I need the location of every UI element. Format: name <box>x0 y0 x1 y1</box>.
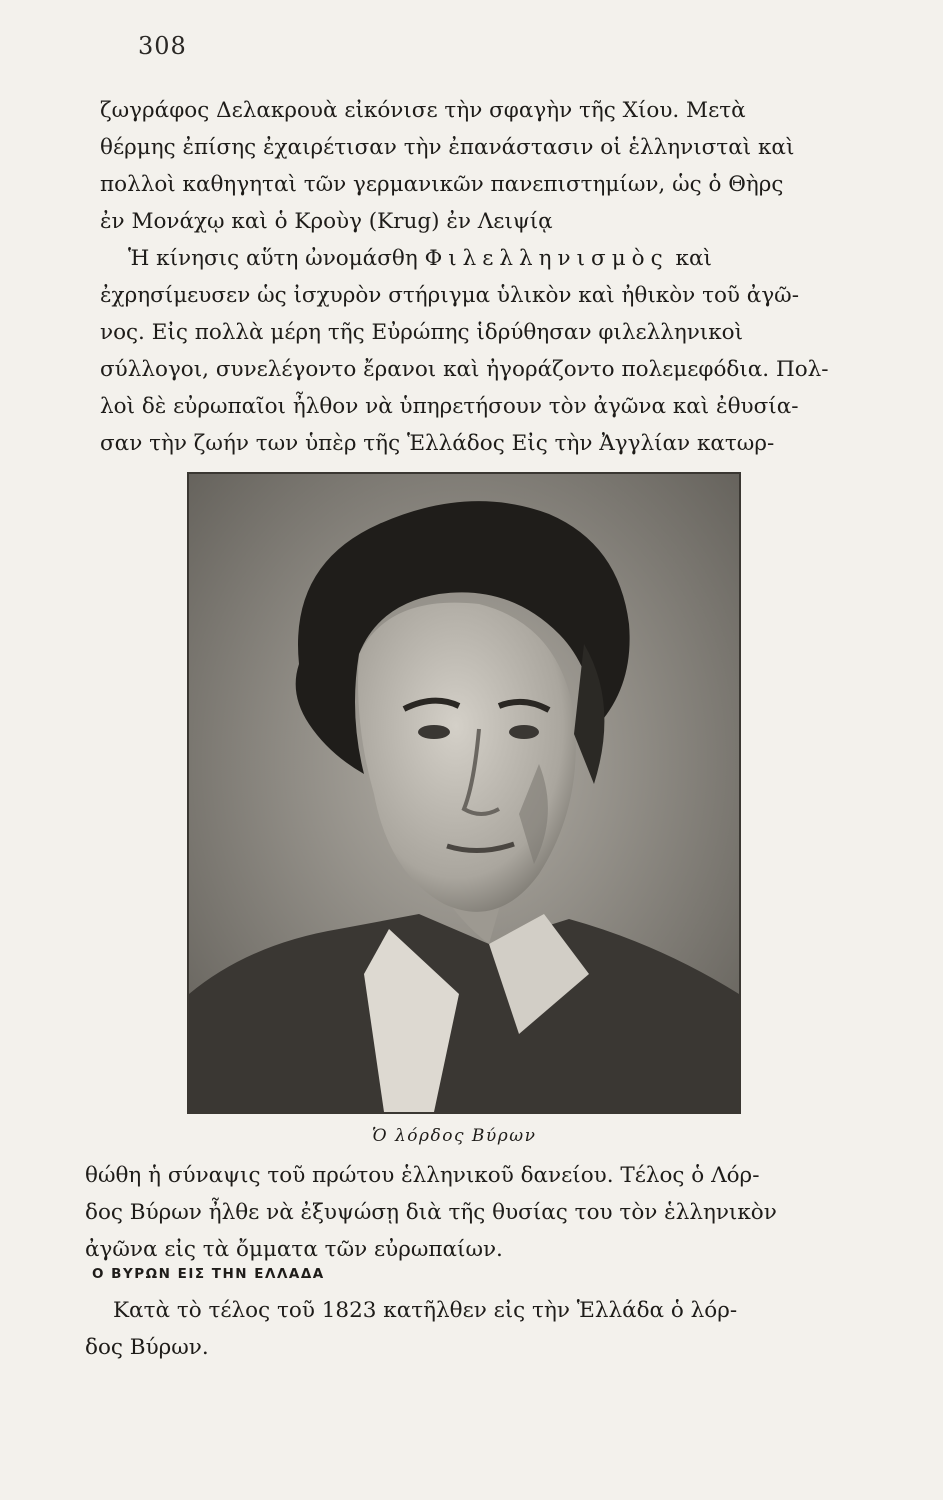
continuation-paragraph <box>85 1158 845 1269</box>
text-line: ἐν Μονάχῳ καὶ ὁ Κροὺγ (Krug) ἐν Λειψίᾳ <box>100 209 553 234</box>
text-line: δος Βύρων ἦλθε νὰ ἐξυψώσῃ διὰ τῆς θυσίας του τὸν ἑλληνικὸν <box>85 1200 777 1225</box>
text-line: θώθη ἡ σύναψις τοῦ πρώτου ἑλληνικοῦ δανείου. Τέλος ὁ Λόρ- <box>85 1163 760 1188</box>
movement-line-end: καὶ <box>675 246 712 271</box>
portrait-illustration <box>189 474 739 1112</box>
text-line: νος. Εἰς πολλὰ μέρη τῆς Εὐρώπης ἱδρύθησαν φιλελληνικοὶ <box>100 320 744 345</box>
section-heading: Ο ΒΥΡΩΝ ΕΙΣ ΤΗΝ ΕΛΛΑΔΑ <box>92 1266 325 1282</box>
text-line: σαν τὴν ζωήν των ὑπὲρ τῆς Ἑλλάδος Εἰς τὴν Ἀγγλίαν κατωρ- <box>100 431 775 456</box>
body-paragraph <box>100 92 845 462</box>
text-line: λοὶ δὲ εὐρωπαῖοι ἦλθον νὰ ὑπηρετήσουν τὸν ἀγῶνα καὶ ἐθυσία- <box>100 394 799 419</box>
philhellenism-term: Φιλελληνισμὸς <box>424 246 669 271</box>
text-line: δος Βύρων. <box>85 1335 209 1360</box>
text-line: πολλοὶ καθηγηταὶ τῶν γερμανικῶν πανεπιστημίων, ὡς ὁ Θὴρς <box>100 172 784 197</box>
text-line: ἐχρησίμευσεν ὡς ἰσχυρὸν στήριγμα ὑλικὸν καὶ ἠθικὸν τοῦ ἀγῶ- <box>100 283 799 308</box>
text-line: σύλλογοι, συνελέγοντο ἔρανοι καὶ ἠγοράζοντο πολεμεφόδια. Πολ- <box>100 357 829 382</box>
movement-line <box>100 240 845 277</box>
movement-line-start: Ἡ κίνησις αὕτη ὠνομάσθη <box>128 246 418 271</box>
text-line: θέρμης ἐπίσης ἐχαιρέτισαν τὴν ἐπανάστασιν οἱ ἑλληνισταὶ καὶ <box>100 135 795 160</box>
portrait-caption: Ὁ λόρδος Βύρων <box>372 1126 537 1146</box>
text-line: ζωγράφος Δελακρουὰ εἰκόνισε τὴν σφαγὴν τῆς Χίου. Μετὰ <box>100 98 746 123</box>
section-paragraph <box>85 1292 845 1366</box>
byron-portrait <box>187 472 741 1114</box>
text-line: Κατὰ τὸ τέλος τοῦ 1823 κατῆλθεν εἰς τὴν Ἑλλάδα ὁ λόρ- <box>113 1298 738 1323</box>
text-line: ἀγῶνα εἰς τὰ ὄμματα τῶν εὐρωπαίων. <box>85 1237 503 1262</box>
page-number: 308 <box>138 32 187 60</box>
